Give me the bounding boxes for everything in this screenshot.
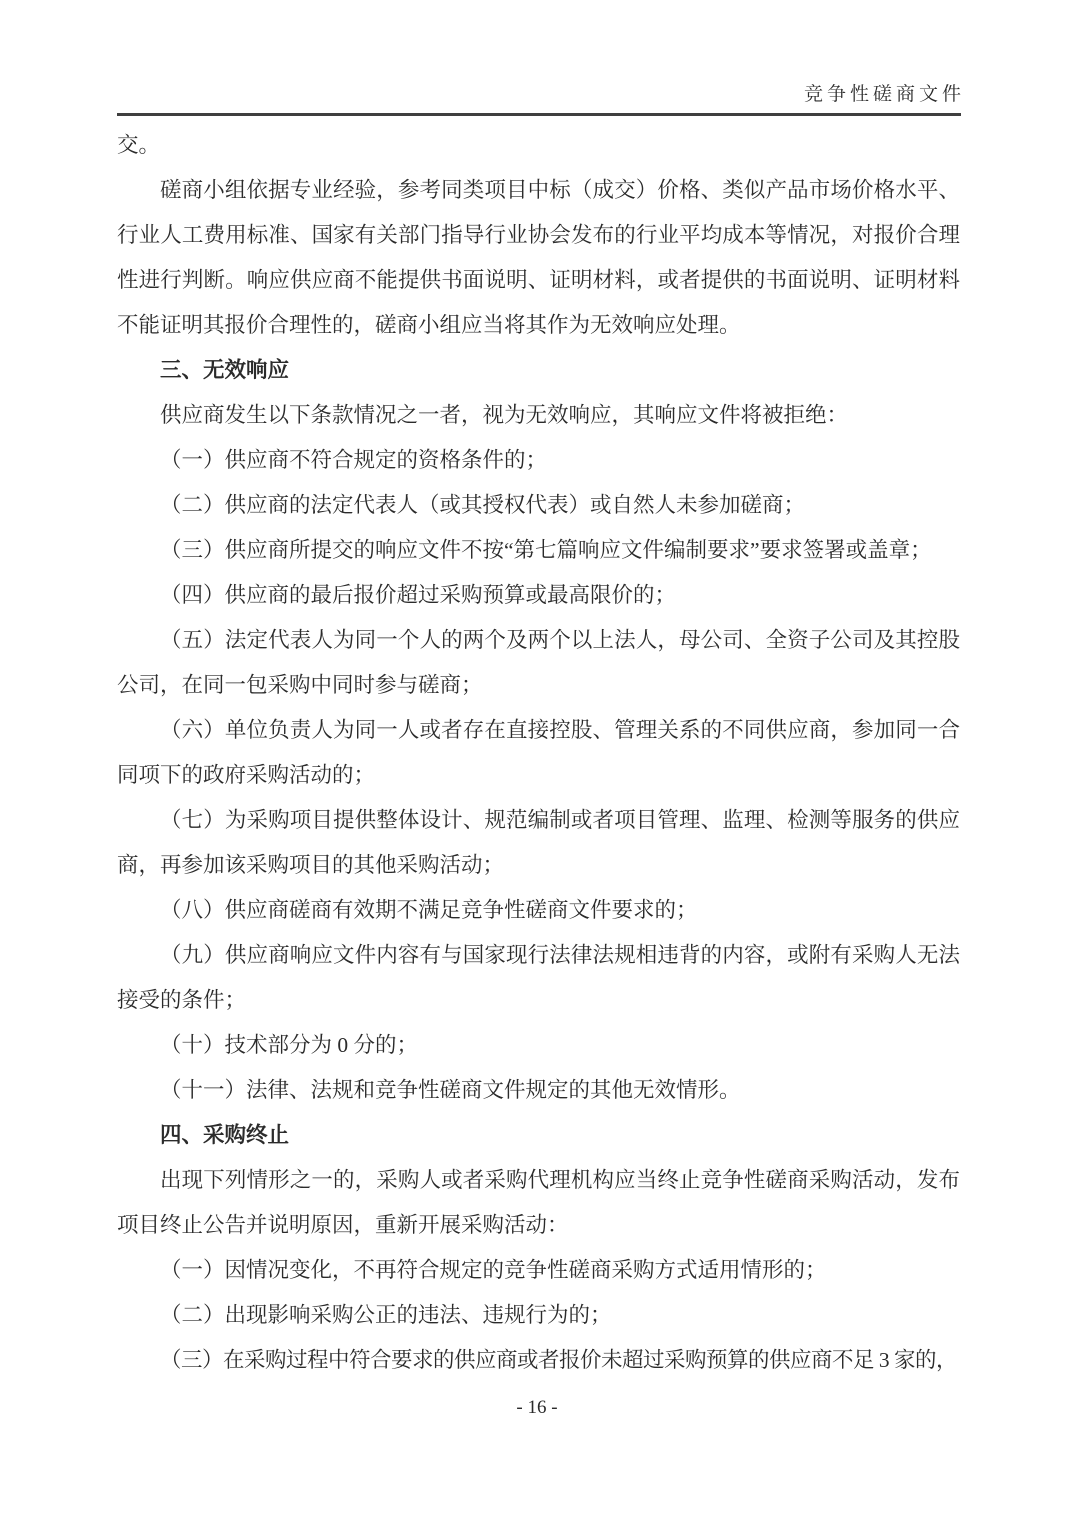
paragraph: （二）出现影响采购公正的违法、违规行为的；: [160, 1303, 612, 1327]
paragraph: （三）供应商所提交的响应文件不按“第七篇响应文件编制要求”要求签署或盖章；: [160, 538, 932, 562]
paragraph: （五）法定代表人为同一个人的两个及两个以上法人，母公司、全资子公司及其控股公司，在同一包采购中同时参与磋商；: [117, 628, 960, 697]
paragraph: （一）因情况变化，不再符合规定的竞争性磋商采购方式适用情形的；: [160, 1258, 827, 1282]
paragraph: 出现下列情形之一的，采购人或者采购代理机构应当终止竞争性磋商采购活动，发布项目终止公告并说明原因，重新开展采购活动：: [117, 1168, 960, 1237]
paragraph: （六）单位负责人为同一人或者存在直接控股、管理关系的不同供应商，参加同一合同项下的政府采购活动的；: [117, 718, 960, 787]
paragraph: 四、采购终止: [160, 1123, 290, 1147]
paragraph: （一）供应商不符合规定的资格条件的；: [160, 448, 548, 472]
page-header: [117, 84, 965, 116]
paragraph: 磋商小组依据专业经验，参考同类项目中标（成交）价格、类似产品市场价格水平、行业人工费用标准、国家有关部门指导行业协会发布的行业平均成本等情况，对报价合理性进行判断。响应供应商不能提供书面说明、证明材料，或者提供的书面说明、证明材料不能证明其报价合理性的，磋商小组应当将其作为无效响应处理。: [117, 178, 960, 337]
paragraph: （二）供应商的法定代表人（或其授权代表）或自然人未参加磋商；: [160, 493, 806, 517]
header-rule: [117, 113, 961, 116]
header-title: 竞争性磋商文件: [803, 84, 965, 105]
paragraph: （九）供应商响应文件内容有与国家现行法律法规相违背的内容，或附有采购人无法接受的条件；: [117, 943, 960, 1012]
paragraph: （十）技术部分为 0 分的；: [160, 1033, 419, 1057]
paragraph: （八）供应商磋商有效期不满足竞争性磋商文件要求的；: [160, 898, 698, 922]
paragraph: （七）为采购项目提供整体设计、规范编制或者项目管理、监理、检测等服务的供应商，再参加该采购项目的其他采购活动；: [117, 808, 960, 877]
document-body: [117, 123, 960, 1383]
paragraph: 交。: [117, 133, 161, 157]
paragraph: （四）供应商的最后报价超过采购预算或最高限价的；: [160, 583, 677, 607]
page-footer: [0, 1396, 1074, 1420]
page-number: - 16 -: [516, 1397, 558, 1418]
paragraph: 三、无效响应: [160, 358, 290, 382]
paragraph: （十一）法律、法规和竞争性磋商文件规定的其他无效情形。: [160, 1078, 741, 1102]
paragraph: （三）在采购过程中符合要求的供应商或者报价未超过采购预算的供应商不足 3 家的，: [160, 1348, 958, 1372]
paragraph: 供应商发生以下条款情况之一者，视为无效响应，其响应文件将被拒绝：: [160, 403, 849, 427]
